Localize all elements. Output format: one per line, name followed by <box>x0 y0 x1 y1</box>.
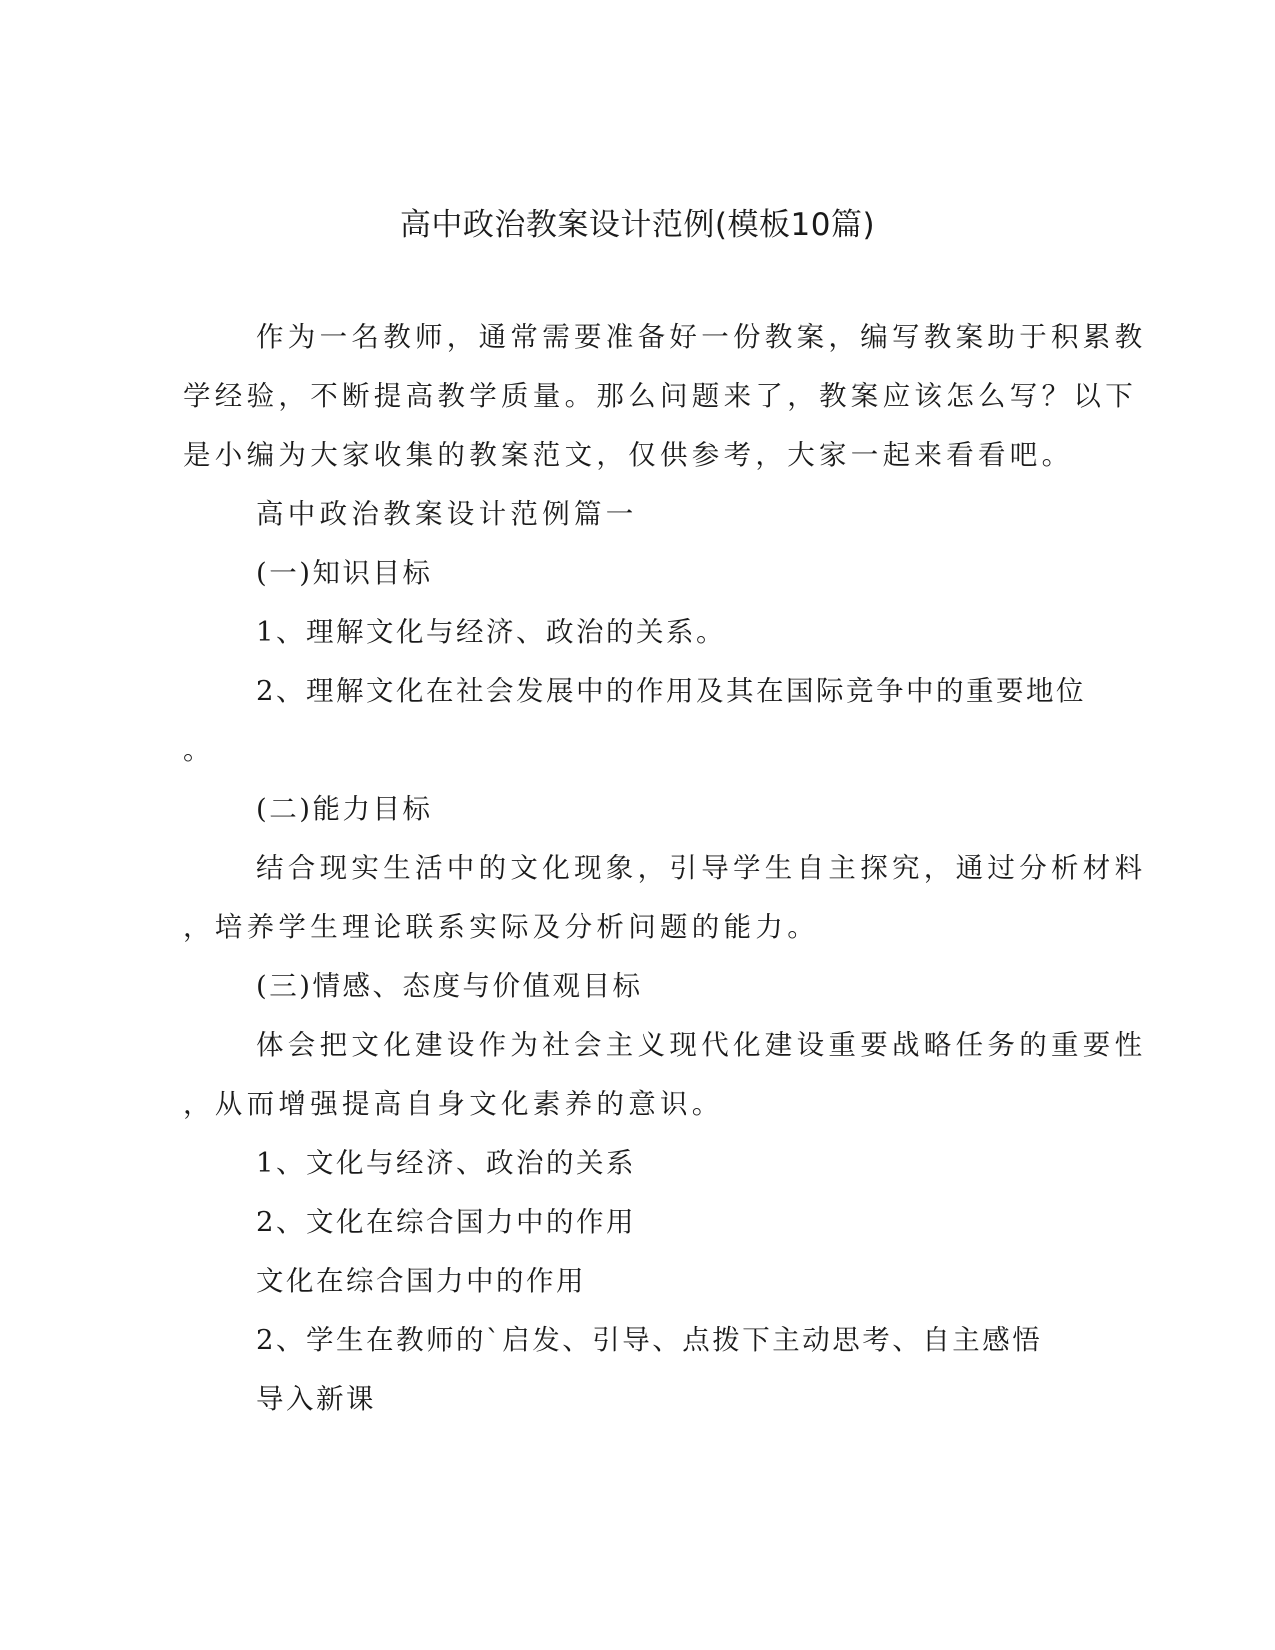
ability-goal-line-1: 结合现实生活中的文化现象，引导学生自主探究，通过分析材料 <box>256 852 1147 884</box>
ability-goal-line-2: ，培养学生理论联系实际及分析问题的能力。 <box>183 911 819 943</box>
list-item: 2、理解文化在社会发展中的作用及其在国际竞争中的重要地位 <box>256 675 1086 707</box>
section-heading: 高中政治教案设计范例篇一 <box>256 498 638 530</box>
list-item: 2、学生在教师的`启发、引导、点拨下主动思考、自主感悟 <box>256 1324 1043 1356</box>
knowledge-goal-heading: (一)知识目标 <box>256 557 433 589</box>
text-line: 导入新课 <box>256 1383 376 1415</box>
list-item: 1、文化与经济、政治的关系 <box>256 1147 636 1179</box>
emotion-goal-heading: (三)情感、态度与价值观目标 <box>256 970 643 1002</box>
ability-goal-heading: (二)能力目标 <box>256 793 433 825</box>
intro-paragraph-line-3: 是小编为大家收集的教案范文，仅供参考，大家一起来看看吧。 <box>183 439 1074 471</box>
list-item: 1、理解文化与经济、政治的关系。 <box>256 616 726 648</box>
intro-paragraph-line-1: 作为一名教师，通常需要准备好一份教案，编写教案助于积累教 <box>256 321 1147 353</box>
intro-paragraph-line-2: 学经验，不断提高教学质量。那么问题来了，教案应该怎么写？以下 <box>183 380 1137 412</box>
emotion-goal-line-2: ，从而增强提高自身文化素养的意识。 <box>183 1088 724 1120</box>
list-item: 2、文化在综合国力中的作用 <box>256 1206 636 1238</box>
list-item-continuation: 。 <box>183 734 215 766</box>
text-line: 文化在综合国力中的作用 <box>256 1265 586 1297</box>
emotion-goal-line-1: 体会把文化建设作为社会主义现代化建设重要战略任务的重要性 <box>256 1029 1147 1061</box>
document-title: 高中政治教案设计范例(模板10篇) <box>399 207 876 243</box>
